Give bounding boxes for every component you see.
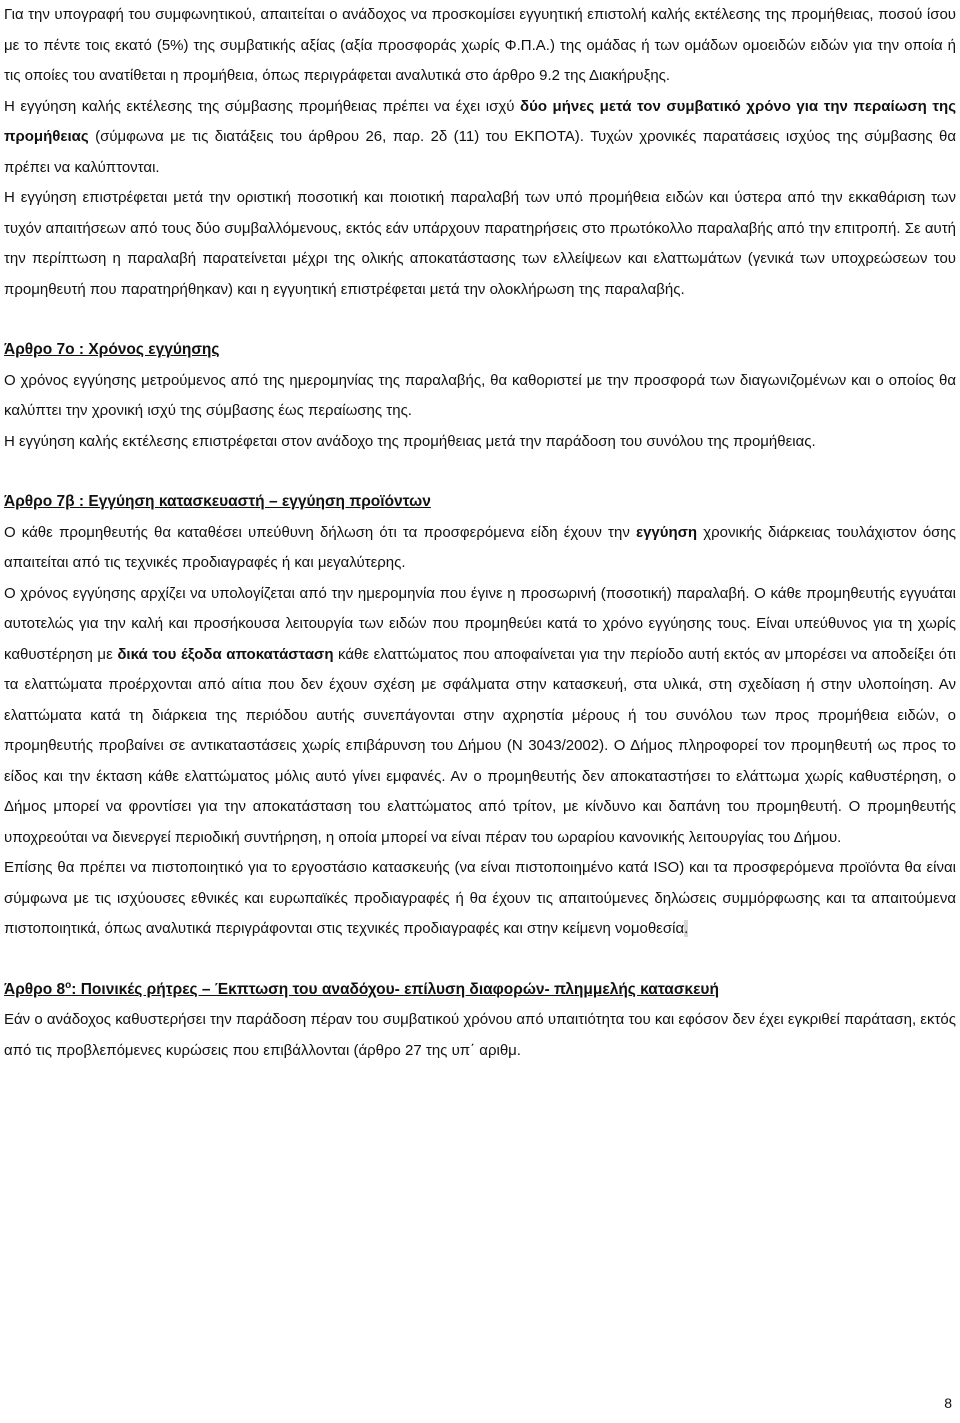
paragraph-guarantee-return: Η εγγύηση επιστρέφεται μετά την οριστική ποσοτική και ποιοτική παραλαβή των υπό προμήθεια ειδών και ύστερα από την εκκαθάριση των τυχόν απαιτήσεων από τους δύο συμβαλλόμενους, εκτός εάν υπάρχουν παρατηρήσεις στο πρωτόκολλο παραλαβής από την επιτροπή. Σε αυτή την περίπτωση η παραλαβή παρατείνεται μέχρι της ολικής αποκατάστασης των ελλείψεων και ελαττωμάτων (γενικά των υποχρεώσεων του προμηθευτή που παρατηρήθηκαν) και η εγγυητική επιστρέφεται μετά την ολοκλήρωση της παραλαβής. (4, 189, 956, 298)
bold-text: δύο μήνες μετά τον συμβατικό χρόνο για την περαίωση της προμήθειας (4, 97, 956, 145)
spacer (4, 457, 956, 487)
article-7-heading: Άρθρο 7ο : Χρόνος εγγύησης (4, 341, 220, 358)
article-8-paragraph-1: Εάν ο ανάδοχος καθυστερήσει την παράδοση πέραν του συμβατικού χρόνου από υπαιτιότητα του και εφόσον δεν έχει εγκριθεί παράταση, εκτός από τις προβλεπόμενες κυρώσεις που επιβάλλονται (άρθρο 27 της υπ΄ αριθμ. (4, 1011, 956, 1059)
document-page (4, 0, 956, 1066)
article-7b-paragraph-3: Επίσης θα πρέπει να πιστοποιητικό για το εργοστάσιο κατασκευής (να είναι πιστοποιημένο κατά ISO) και τα προσφερόμενα προϊόντα θα είναι σύμφωνα με τις ισχύουσες εθνικές και ευρωπαϊκές προδιαγραφές ή θα έχουν τις απαιτούμενες δηλώσεις συμμόρφωσης και τα απαιτούμενα πιστοποιητικά, όπως αναλυτικά περιγράφονται στις τεχνικές προδιαγραφές και στην κείμενη νομοθεσία. (4, 859, 956, 937)
article-7-paragraph-1: Ο χρόνος εγγύησης μετρούμενος από της ημερομηνίας της παραλαβής, θα καθοριστεί με την προσφορά των διαγωνιζομένων και ο οποίος θα καλύπτει την χρονική ισχύ της σύμβασης έως περαίωσης της. (4, 371, 956, 419)
text: (σύμφωνα με τις διατάξεις του άρθρου 26, παρ. 2δ (11) του ΕΚΠΟΤΑ). Τυχών χρονικές παρατάσεις ισχύος της σύμβασης θα πρέπει να καλύπτονται. (4, 128, 956, 176)
article-7b-paragraph-2: Ο χρόνος εγγύησης αρχίζει να υπολογίζεται από την ημερομηνία που έγινε η προσωρινή (ποσοτική) παραλαβή. Ο κάθε προμηθευτής εγγυάται αυτοτελώς για την καλή και προσήκουσα λειτουργία των ειδών που προμηθεύει κατά το χρόνο εγγύησης τους. Είναι υπεύθυνος για τη χωρίς καθυστέρηση με δικά του έξοδα αποκατάσταση κάθε ελαττώματος που αποφαίνεται για την περίοδο αυτή εκτός αν μπορέσει να αποδείξει ότι τα ελαττώματα προέρχονται από αίτια που δεν έχουν σχέση με σφάλματα στην κατασκευή, στα υλικά, στη σχεδίαση ή στην υλοποίηση. Αν ελαττώματα κατά τη διάρκεια της περιόδου αυτής συνεπάγονται στην αχρηστία μέρους ή του συνόλου των προς προμήθεια ειδών, ο προμηθευτής προβαίνει σε αντικαταστάσεις χωρίς επιβάρυνση του Δήμου (Ν 3043/2002). Ο Δήμος πληροφορεί τον προμηθευτή ως προς το είδος και την έκταση κάθε ελαττώματος μόλις αυτό γίνει εμφανές. Αν ο προμηθευτής δεν αποκαταστήσει το ελάττωμα χωρίς καθυστέρηση, ο Δήμος μπορεί να φροντίσει για την αποκατάσταση του ελαττώματος από τρίτον, με κίνδυνο και δαπάνη του προμηθευτή. Ο προμηθευτής υποχρεούται να διενεργεί περιοδική συντήρηση, η οποία μπορεί να είναι πέραν του ωραρίου κανονικής λειτουργίας του Δήμου. (4, 584, 956, 846)
page-number: 8 (944, 1395, 952, 1411)
paragraph-guarantee-letter: Για την υπογραφή του συμφωνητικού, απαιτείται ο ανάδοχος να προσκομίσει εγγυητική επιστολή καλής εκτέλεσης της προμήθειας, ποσού ίσου με το πέντε τοις εκατό (5%) της συμβατικής αξίας (αξία προσφοράς χωρίς Φ.Π.Α.) της ομάδας ή των ομάδων ομοειδών ειδών για την οποία ή τις οποίες του ανατίθεται η προμήθεια, όπως περιγράφεται αναλυτικά στο άρθρο 9.2 της Διακήρυξης. (4, 6, 956, 84)
article-7b-heading: Άρθρο 7β : Εγγύηση κατασκευαστή – εγγύηση προϊόντων (4, 493, 431, 510)
article-7b-paragraph-1: Ο κάθε προμηθευτής θα καταθέσει υπεύθυνη δήλωση ότι τα προσφερόμενα είδη έχουν την εγγύηση χρονικής διάρκειας τουλάχιστον όσης απαιτείται από τις τεχνικές προδιαγραφές ή και μεγαλύτερης. (4, 523, 957, 571)
article-7-paragraph-2: Η εγγύηση καλής εκτέλεσης επιστρέφεται στον ανάδοχο της προμήθειας μετά την παράδοση του συνόλου της προμήθειας. (4, 432, 816, 450)
highlighted-mark: . (684, 920, 689, 937)
text: Η εγγύηση καλής εκτέλεσης της σύμβασης προμήθειας πρέπει να έχει ισχύ (4, 97, 521, 115)
spacer (4, 945, 956, 975)
spacer (4, 305, 956, 335)
article-8-heading: Άρθρο $8^o$: Ποινικές ρήτρες – Έκπτωση του αναδόχου- επίλυση διαφορών- πλημμελής κατασκευή (4, 979, 719, 998)
paragraph-guarantee-validity (4, 92, 956, 184)
